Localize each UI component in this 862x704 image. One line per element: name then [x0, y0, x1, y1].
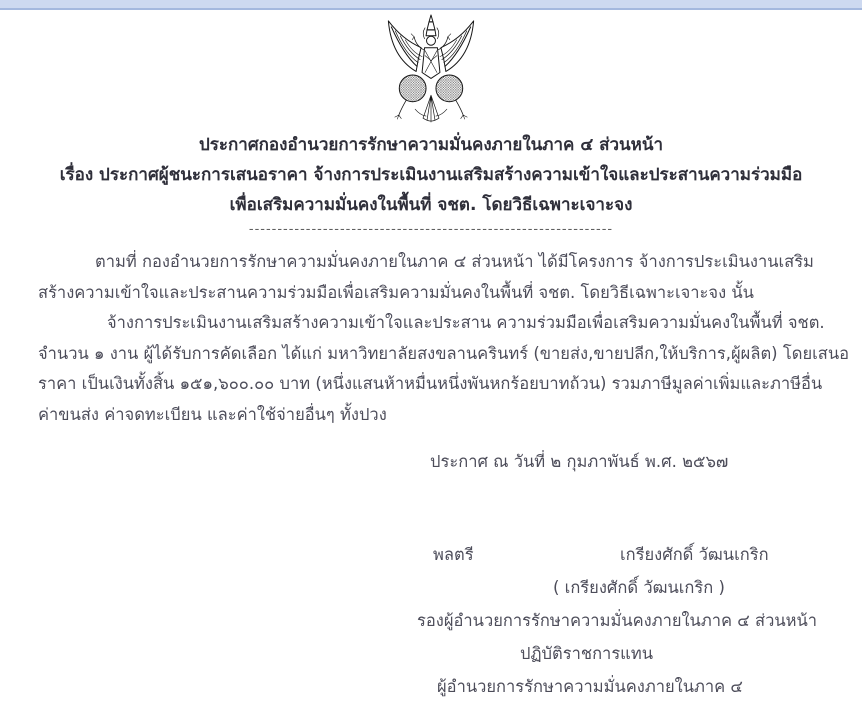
signer-position-line-1: รองผู้อำนวยการรักษาความมั่นคงภายในภาค ๔ ส่วนหน้า	[417, 611, 818, 630]
body-line: ค่าขนส่ง ค่าจดทะเบียน และค่าใช้จ่ายอื่นๆ ทั้งปวง	[38, 404, 387, 424]
garuda-emblem-icon	[381, 13, 481, 127]
announcement-title	[0, 130, 862, 220]
signer-name-in-parens: ( เกรียงศักดิ์ วัฒนเกริก )	[553, 578, 725, 597]
window-top-strip	[0, 0, 862, 10]
body-line: สร้างความเข้าใจและประสานความร่วมมือเพื่อเสริมความมั่นคงในพื้นที่ จชต. โดยวิธีเฉพาะเจาะจง นั้น	[38, 282, 754, 302]
signer-rank: พลตรี	[433, 545, 474, 564]
body-line: จ้างการประเมินงานเสริมสร้างความเข้าใจและประสาน ความร่วมมือเพื่อเสริมความมั่นคงในพื้นที่ จชต.	[107, 313, 825, 332]
signer-position-line-3: ผู้อำนวยการรักษาความมั่นคงภายในภาค ๔	[437, 677, 743, 696]
announcement-body	[38, 247, 850, 430]
dashed-separator: ----------------------------------------------------------------	[248, 222, 614, 237]
body-line: ตามที่ กองอำนวยการรักษาความมั่นคงภายในภาค ๔ ส่วนหน้า ได้มีโครงการ จ้างการประเมินงานเสริม	[95, 252, 814, 271]
signer-name: เกรียงศักดิ์ วัฒนเกริก	[620, 545, 769, 564]
title-line-1: ประกาศกองอำนวยการรักษาความมั่นคงภายในภาค ๔ ส่วนหน้า	[198, 135, 664, 155]
title-line-3: เพื่อเสริมความมั่นคงในพื้นที่ จชต. โดยวิธีเฉพาะเจาะจง	[229, 195, 633, 215]
body-line: ราคา เป็นเงินทั้งสิ้น ๑๕๑,๖๐๐.๐๐ บาท (หนึ่งแสนห้าหมื่นหนึ่งพันหกร้อยบาทถ้วน) รวมภาษีมูลค่าเพิ่มและภาษีอื่น	[38, 374, 823, 393]
announcement-date: ประกาศ ณ วันที่ ๒ กุมภาพันธ์ พ.ศ. ๒๕๖๗	[430, 452, 729, 471]
signer-position-line-2: ปฏิบัติราชการแทน	[520, 644, 653, 663]
title-line-2: เรื่อง ประกาศผู้ชนะการเสนอราคา จ้างการประเมินงานเสริมสร้างความเข้าใจและประสานความร่วมมือ	[59, 165, 803, 185]
body-line: จำนวน ๑ งาน ผู้ได้รับการคัดเลือก ได้แก่ มหาวิทยาลัยสงขลานครินทร์ (ขายส่ง,ขายปลีก,ให้บริการ,ผู้ผลิต) โดยเสนอ	[38, 343, 850, 363]
